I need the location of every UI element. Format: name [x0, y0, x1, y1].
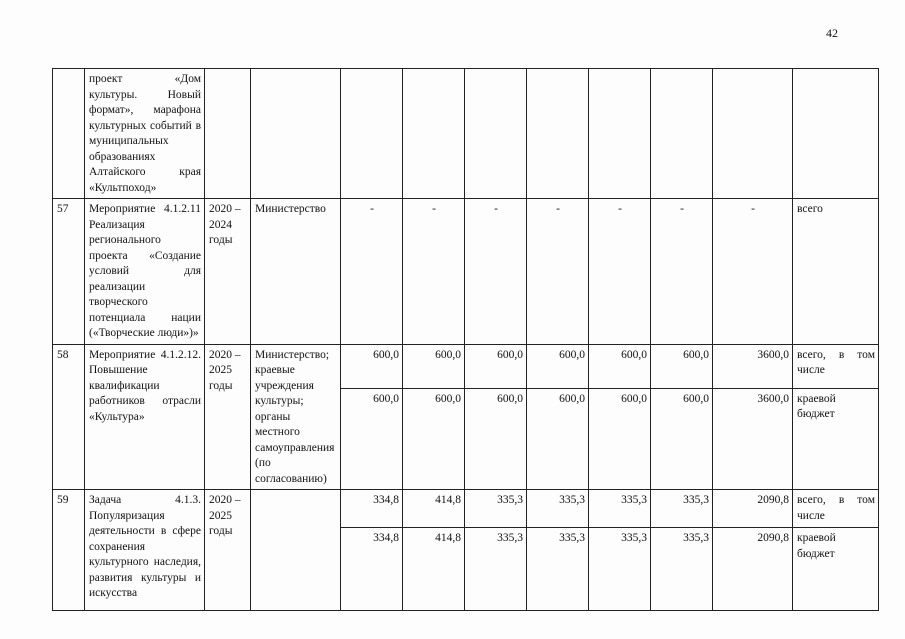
value-cell: 2090,8 — [713, 528, 793, 611]
value-cell: 334,8 — [341, 528, 403, 611]
activity-name: проект «Дом культуры. Новый формат», марафона культурных событий в муниципальных образованиях Алтайского края «Культпоход» — [85, 69, 205, 199]
value-cell: 600,0 — [589, 388, 651, 489]
value-cell — [403, 69, 465, 199]
row-number: 58 — [53, 344, 85, 490]
value-cell: - — [651, 199, 713, 345]
executor: Министерство; краевые учреждения культуры; органы местного самоуправления (по согласованию) — [251, 344, 341, 490]
value-cell: - — [527, 199, 589, 345]
value-cell: 600,0 — [465, 344, 527, 388]
value-cell: 334,8 — [341, 490, 403, 528]
value-cell: 2090,8 — [713, 490, 793, 528]
value-cell: 600,0 — [403, 388, 465, 489]
period: 2020 – 2025 годы — [205, 490, 251, 611]
executor: Министерство — [251, 199, 341, 345]
value-cell: 3600,0 — [713, 344, 793, 388]
value-cell — [465, 69, 527, 199]
page-number: 42 — [826, 26, 838, 40]
row-number: 59 — [53, 490, 85, 611]
value-cell: 335,3 — [527, 490, 589, 528]
value-cell: 600,0 — [341, 388, 403, 489]
executor — [251, 69, 341, 199]
value-cell: 600,0 — [527, 344, 589, 388]
value-cell: 600,0 — [651, 344, 713, 388]
value-cell: - — [403, 199, 465, 345]
value-cell — [713, 69, 793, 199]
table-row-57 — [53, 199, 879, 345]
activity-name: Задача 4.1.3. Популяризация деятельности в сфере сохранения культурного наследия, развития культуры и искусства — [85, 490, 205, 611]
value-cell: - — [341, 199, 403, 345]
activity-name: Мероприятие 4.1.2.11 Реализация регионального проекта «Создание условий для реализации творческого потенциала нации («Творческие люди»)» — [85, 199, 205, 345]
value-cell: 335,3 — [589, 490, 651, 528]
value-cell: 335,3 — [527, 528, 589, 611]
funding-source: всего — [793, 199, 879, 345]
period: 2020 – 2024 годы — [205, 199, 251, 345]
program-table — [52, 68, 879, 611]
row-number: 57 — [53, 199, 85, 345]
value-cell: 414,8 — [403, 528, 465, 611]
value-cell: 335,3 — [589, 528, 651, 611]
table-row-58-total — [53, 344, 879, 388]
value-cell: 600,0 — [341, 344, 403, 388]
table-row-59-total — [53, 490, 879, 528]
value-cell: 600,0 — [527, 388, 589, 489]
value-cell: 414,8 — [403, 490, 465, 528]
funding-source: краевой бюджет — [793, 388, 879, 489]
activity-name: Мероприятие 4.1.2.12. Повышение квалификации работников отрасли «Культура» — [85, 344, 205, 490]
period: 2020 – 2025 годы — [205, 344, 251, 490]
value-cell — [527, 69, 589, 199]
value-cell: - — [713, 199, 793, 345]
table-row-continuation — [53, 69, 879, 199]
value-cell: 335,3 — [651, 528, 713, 611]
value-cell — [341, 69, 403, 199]
funding-source: всего, в том числе — [793, 344, 879, 388]
value-cell — [651, 69, 713, 199]
value-cell: 335,3 — [465, 490, 527, 528]
value-cell: - — [589, 199, 651, 345]
value-cell: - — [465, 199, 527, 345]
executor — [251, 490, 341, 611]
funding-source — [793, 69, 879, 199]
period — [205, 69, 251, 199]
value-cell: 600,0 — [651, 388, 713, 489]
funding-source: всего, в том числе — [793, 490, 879, 528]
value-cell: 600,0 — [403, 344, 465, 388]
value-cell: 600,0 — [589, 344, 651, 388]
row-number — [53, 69, 85, 199]
value-cell: 335,3 — [465, 528, 527, 611]
value-cell: 335,3 — [651, 490, 713, 528]
value-cell: 600,0 — [465, 388, 527, 489]
value-cell — [589, 69, 651, 199]
funding-source: краевой бюджет — [793, 528, 879, 611]
value-cell: 3600,0 — [713, 388, 793, 489]
